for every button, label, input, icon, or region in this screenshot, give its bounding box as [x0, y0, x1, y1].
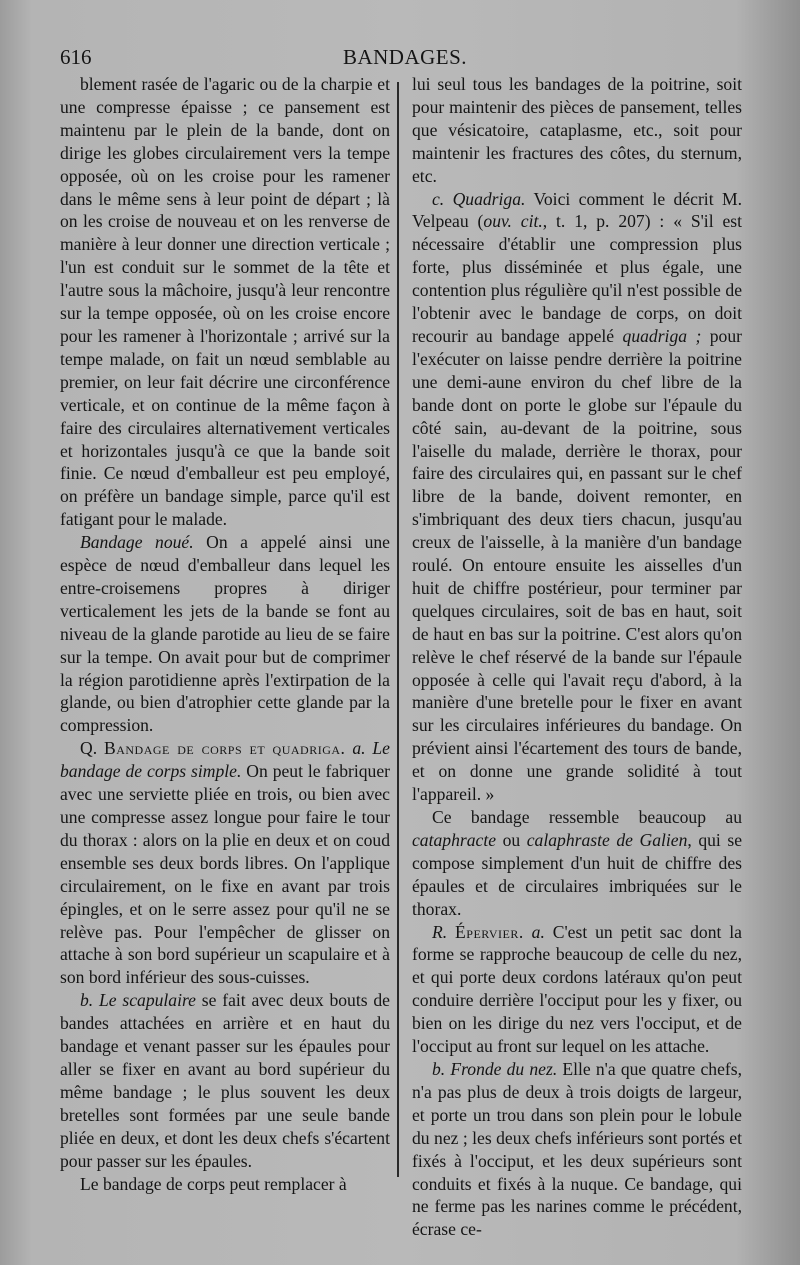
italic-text: R.	[432, 921, 456, 942]
text-run: se fait avec deux bouts de bandes attachées en arrière et en haut du bandage et venant passer sur les épaules pour aller se fixer en avant au bord supérieur du même bandage ; le plus souvent les deux bretelles sont formées par une seule bande pliée en deux, et dont les deux chefs s'écartent pour passer sur les épaules.	[60, 990, 390, 1171]
paragraph	[412, 188, 742, 806]
text-run: Q.	[80, 738, 104, 759]
left-column	[60, 73, 390, 1195]
italic-text: a.	[531, 921, 545, 942]
text-run: , qui se compose simplement d'un huit de chiffre des épaules et de circulaires imbriquées sur le thorax.	[412, 829, 743, 919]
right-column	[412, 73, 742, 1241]
paragraph	[412, 806, 742, 921]
text-run: Le bandage de corps peut remplacer à	[80, 1173, 347, 1194]
small-caps-heading: Épervier.	[455, 921, 524, 942]
paragraph	[60, 531, 390, 737]
paragraph	[60, 737, 390, 989]
text-run: Ce bandage ressemble beaucoup au	[432, 807, 742, 827]
small-caps-heading: Bandage de corps et quadriga.	[103, 738, 346, 759]
paragraph	[412, 921, 742, 1058]
page-header	[60, 45, 750, 73]
running-title: BANDAGES.	[342, 45, 468, 69]
text-run: pour l'exécuter on laisse pendre derrière la poitrine une demi-aune environ du chef libre de la bande dont on porte le globe sur l'épaule du côté sain, au-devant de la poitrine, sous l'aiselle du malade, derrière le thorax, pour faire des circulaires qui, en passant sur le chef libre de la bande, doivent remonter, en s'imbriquant des deux tiers chacun, jusqu'au creux de l'aisselle, à la manière d'un bandage roulé. On entoure ensuite les aisselles d'un huit de chiffre postérieur, pour terminer par quelques circulaires, soit de bas en haut, soit de haut en bas sur la poitrine. C'est alors qu'on relève le chef réservé de la bande sur l'épaule opposée à celle qui l'avait reçu d'abord, à la manière d'une bretelle pour le fixer en avant sur les circulaires inférieures du bandage. On prévient ainsi l'écartement des tours de bande, et on donne une grande solidité à tout l'appareil. »	[412, 325, 743, 805]
italic-text: Bandage noué.	[80, 532, 194, 553]
page-number: 616	[60, 45, 92, 69]
paragraph	[60, 1173, 390, 1196]
italic-text: b. Le scapulaire	[80, 990, 196, 1011]
text-run	[524, 922, 532, 942]
italic-text: quadriga ;	[622, 325, 702, 346]
italic-text: c. Quadriga.	[432, 188, 526, 209]
column-divider	[397, 82, 399, 1177]
text-run: C'est un petit sac dont la forme se rapproche beaucoup de celle du nez, et qui porte deux cordons latéraux qu'on peut conduire derrière l'occiput pour les y fixer, ou bien on les dirige du nez vers l'occiput, et de l'occiput au front sur lequel on les attache.	[412, 921, 742, 1057]
italic-text: cataphracte	[412, 829, 497, 850]
text-run: ou	[496, 829, 527, 850]
text-run: lui seul tous les bandages de la poitrine, soit pour maintenir des pièces de pansement, telles que vésicatoire, cataplasme, etc., soit pour maintenir les fractures des côtes, du sternum, etc.	[412, 74, 742, 186]
paragraph	[412, 73, 742, 188]
paragraph	[60, 989, 390, 1172]
text-run: On peut le fabriquer avec une serviette pliée en trois, ou bien avec une compresse assez longue pour faire le tour du thorax : alors on la plie en deux et on coud ensemble ses deux bords libres. On l'applique circulairement, on le fixe en avant par trois épingles, et on le serre assez pour qu'il ne se relève pas. Pour l'empêcher de glisser on attache à son bord supérieur un scapulaire et à son bord inférieur des sous-cuisses.	[60, 761, 390, 988]
text-run: , t. 1, p. 207) : « S'il est nécessaire d'établir une compression plus forte, plus disséminée et plus égale, une contention plus régulière qu'il n'est possible de l'obtenir avec le bandage de corps, on doit recourir au bandage appelé	[412, 211, 743, 346]
italic-text: ouv. cit.	[483, 211, 543, 232]
text-run: On a appelé ainsi une espèce de nœud d'emballeur dans lequel les entre-croisemens propres à diriger verticalement les jets de la bande se font au niveau de la glande parotide au lieu de se faire sur la tempe. On avait pour but de comprimer la région parotidienne après l'extirpation de la glande, ou bien d'atrophier cette glande par la compression.	[60, 532, 390, 736]
italic-text: b. Fronde du nez.	[432, 1058, 558, 1079]
italic-text: calaphraste de Galien	[526, 829, 688, 850]
text-run: Voici comment le décrit M. Velpeau (	[412, 188, 742, 232]
text-run: Elle n'a que quatre chefs, n'a pas plus de deux à trois doigts de largeur, et porte un trou dans son plein pour le lobule du nez ; les deux chefs inférieurs sont portés et fixés à l'occiput, et les deux supérieurs sont conduits et fixés à la nuque. Ce bandage, qui ne ferme pas les narines comme le précédent, écrase ce-	[412, 1058, 742, 1240]
text-run: blement rasée de l'agaric ou de la charpie et une compresse épaisse ; ce pansement est maintenu par le plein de la bande, dont on dirige les globes circulairement vers la tempe opposée, où on les croise pour les ramener dans le même sens à leur point de départ ; là on les croise de nouveau et on les renverse de manière à leur donner une direction verticale ; l'un est conduit sur le sommet de la tête et l'autre sous la mâchoire, jusqu'à leur rencontre sur la tempe opposée, où on les croise encore pour les ramener à l'horizontale ; arrivé sur la tempe malade, on fait un nœud semblable au premier, on leur fait décrire une circonférence verticale, et on continue de la même façon à faire des circulaires alternativement verticales et horizontales jusqu'à ce que la bande soit finie. Ce nœud d'emballeur est peu employé, on préfère un bandage simple, parce qu'il est fatigant pour le malade.	[60, 74, 390, 530]
paragraph	[60, 73, 390, 531]
italic-text: a. Le bandage de corps simple.	[60, 738, 390, 782]
paragraph	[412, 1058, 742, 1241]
